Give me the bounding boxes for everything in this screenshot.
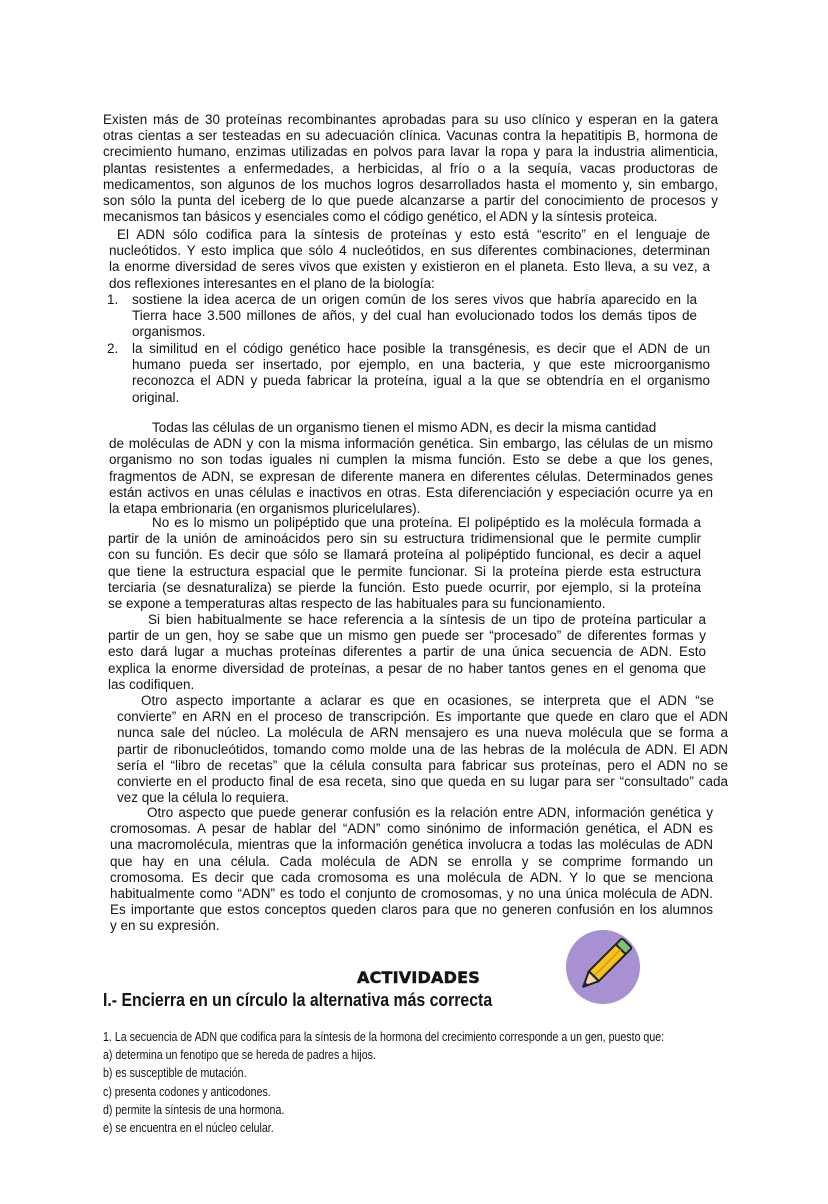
text-line: partir de un gen, hoy se sabe que un mismo gen puede ser “procesado” de diferentes formas y [108,628,706,644]
pencil-icon-graphic [563,927,643,1007]
text-line: las codifiquen. [108,676,195,692]
text-line: dos reflexiones interesantes en el plano de la biología: [109,275,435,291]
text-line: sostiene la idea acerca de un origen común de los seres vivos que habría aparecido en la [132,292,697,307]
text-line: No es lo mismo un polipéptido que una proteína. El polipéptido es la molécula formada a [152,515,701,530]
text-line: Es importante que estos conceptos queden claros para que no generen confusión en los alumnos [110,902,713,918]
text-line: con su función. Es decir que sólo se llamará proteína al polipéptido funcional, es decir a aquel [108,547,701,563]
text-line: Todas las células de un organismo tienen el mismo ADN, es decir la misma cantidad [152,420,657,435]
text-line: fragmentos de ADN, se expresan de diferente manera en diferentes células. Determinados genes [109,468,713,484]
text-line: organismos. [132,324,206,340]
text-line: una macromolécula, mientras que la información genética involucra a todas las moléculas de ADN [110,837,713,853]
text-line: la etapa embrionaria (en organismos pluricelulares). [109,501,421,517]
paragraph-7 [110,805,713,935]
text-line: convierte en el producto final de esa receta, sino que queda en su lugar para ser “consultado” cada [117,774,728,790]
answer-option[interactable]: e) se encuentra en el núcleo celular. [103,1121,274,1135]
text-line: El ADN sólo codifica para la síntesis de proteínas y esto está “escrito” en el lenguaje de [117,227,710,242]
text-line: están activos en unas células e inactivos en otras. Esta diferenciación y especiación ocurre ya en [109,484,713,500]
section-title: I.- Encierra en un círculo la alternativa más correcta [103,990,493,1010]
answer-option[interactable]: b) es susceptible de mutación. [103,1066,247,1080]
text-line: la enorme diversidad de seres vivos que existen y existieron en el planeta. Esto lleva, a su vez, a [109,259,710,275]
text-line: organismo no son todas iguales ni cumplen la misma función. Esto se debe a que los genes, [109,452,713,468]
text-line: Otro aspecto que puede generar confusión es la relación entre ADN, información genética y [147,805,713,820]
paragraph-1 [103,112,718,225]
text-line: de moléculas de ADN y con la misma información genética. Sin embargo, las células de un mismo [109,436,713,452]
text-line: habitualmente como “ADN” es todo el conjunto de cromosomas, y no una única molécula de ADN. [110,886,713,902]
text-line: sería el “libro de recetas” que la célula consulta para fabricar sus proteínas, pero el ADN no se [117,757,728,773]
answer-option[interactable]: a) determina un fenotipo que se hereda de padres a hijos. [103,1048,376,1062]
text-line: se expone a temperaturas altas respecto de las habituales para su funcionamiento. [108,596,606,612]
list-number: 1. [107,292,119,307]
answer-option[interactable]: c) presenta codones y anticodones. [103,1085,271,1099]
paragraph-6 [117,693,728,806]
text-line: plantas resistentes a enfermedades, a herbicidas, al frío o a la sequía, vacas productoras de [103,160,718,176]
text-line: mecanismos tan básicos y esenciales como el código genético, el ADN y la síntesis proteica. [103,209,658,225]
text-line: reconozca el ADN y pueda fabricar la proteína, igual a la que se obtendría en el organismo [132,373,710,389]
paragraph-4 [108,515,701,612]
pencil-icon [563,927,643,1007]
text-line: Si bien habitualmente se hace referencia a la síntesis de un tipo de proteína particular a [148,612,706,627]
text-line: original. [132,389,180,405]
question-text: 1. La secuencia de ADN que codifica para la síntesis de la hormona del crecimiento corresponde a un gen, puesto que: [103,1030,665,1044]
text-line: convierte” en ARN en el proceso de transcripción. Es importante que quede en claro que el ADN [117,709,728,725]
text-line: esto dará lugar a muchas proteínas diferentes a partir de una única secuencia de ADN. Esto [108,644,706,660]
text-line: que hay en una célula. Cada molécula de ADN se enrolla y se comprime formando un [110,853,713,869]
paragraph-2 [109,227,710,292]
text-line: humano pueda ser insertado, por ejemplo, en una bacteria, y que este microorganismo [132,357,710,373]
text-line: que tiene la estructura espacial que le permite funcionar. Si la proteína pierde esta estructura [108,563,701,579]
text-line: cromosoma. Es decir que cada cromosoma es una molécula de ADN. Y lo que se menciona [110,869,713,885]
list-item [132,341,710,406]
list-number: 2. [107,341,119,356]
paragraph-3 [109,420,713,517]
text-line: nucleótidos. Y esto implica que sólo 4 nucleótidos, en sus diferentes combinaciones, determinan [109,243,710,259]
text-line: Otro aspecto importante a aclarar es que en ocasiones, se interpreta que el ADN “se [141,693,714,708]
text-line: Existen más de 30 proteínas recombinantes aprobadas para su uso clínico y esperan en la gatera [103,112,718,127]
text-line: nunca sale del núcleo. La molécula de ARN mensajero es una nueva molécula que se forma a [117,725,728,741]
text-line: partir de la unión de aminoácidos pero sin su estructura tridimensional que le permite cumplir [108,531,701,547]
activities-title: ACTIVIDADES [357,968,480,987]
text-line: crecimiento humano, enzimas utilizadas en polvos para lavar la ropa y para la industria alimenticia, [103,144,718,160]
list-item [132,292,697,341]
answer-option[interactable]: d) permite la síntesis de una hormona. [103,1103,285,1117]
text-line: otras cientas a ser testeadas en su adecuación clínica. Vacunas contra la hepatitipis B, hormona de [103,128,718,144]
text-line: terciaria (se desnaturaliza) se pierde la función. Esto puede ocurrir, por ejemplo, si la proteína [108,579,701,595]
text-line: vez que la célula lo requiera. [117,790,289,806]
text-line: medicamentos, son algunos de los muchos logros desarrollados hasta el momento y, sin embargo, [103,176,718,192]
paragraph-5 [108,612,706,693]
text-line: explica la enorme diversidad de proteínas, a pesar de no haber tantos genes en el genoma que [108,660,706,676]
text-line: cromosomas. A pesar de hablar del “ADN” como sinónimo de información genética, el ADN es [110,821,713,837]
text-line: Tierra hace 3.500 millones de años, y del cual han evolucionado todos los demás tipos de [132,308,697,324]
text-line: partir de ribonucleótidos, tomando como molde una de las hebras de la molécula de ADN. El ADN [117,741,728,757]
text-line: la similitud en el código genético hace posible la transgénesis, es decir que el ADN de un [132,341,710,356]
text-line: y en su expresión. [110,918,220,934]
text-line: son sólo la punta del iceberg de lo que puede alcanzarse a partir del conocimiento de procesos y [103,193,718,209]
